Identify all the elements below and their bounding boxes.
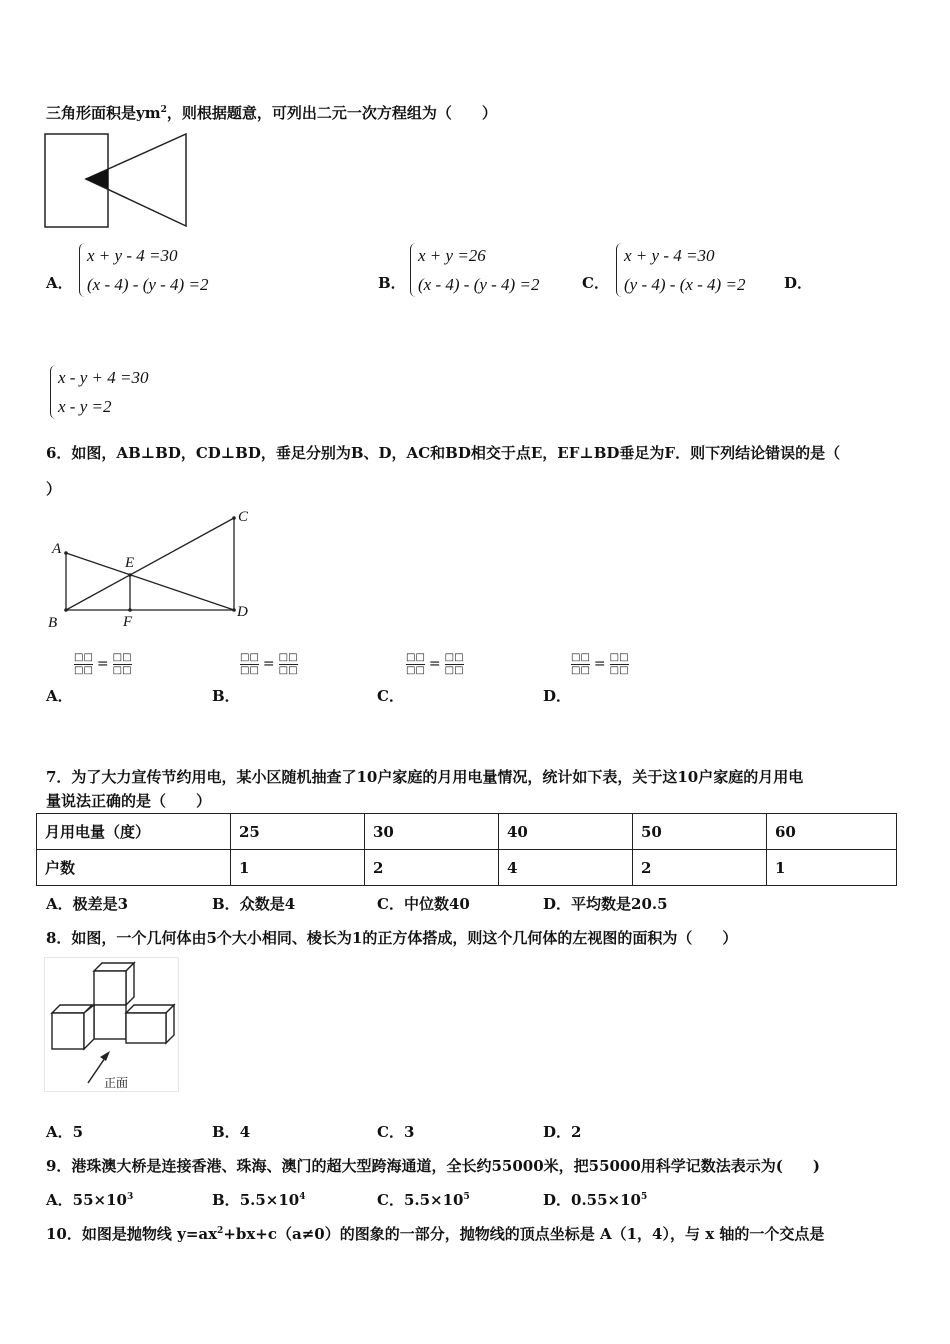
q5-option-a-system: x + y - 4 =30 (x - 4) - (y - 4) =2 [79, 241, 208, 299]
q8-front-label: 正面 [104, 1076, 129, 1090]
q7-option-b: B．众数是4 [212, 895, 296, 913]
q6-option-b-label: B． [212, 687, 240, 705]
q6-option-a-label: A． [46, 687, 73, 705]
q7-option-a: A．极差是3 [46, 895, 129, 913]
q10-stem: 10．如图是抛物线 $y=ax^2+bx+c(a\ne 0)$的图象的一部分，抛物线的顶点坐标是 A（1，4），与 x 轴的一个交点是 [46, 1225, 825, 1243]
table-cell: 1 [767, 850, 897, 886]
table-cell: 30 [365, 814, 499, 850]
q5-option-b-label: B． [378, 274, 406, 292]
q5-option-d-label: D． [784, 274, 813, 292]
q6-option-d-label: D． [543, 687, 572, 705]
q7-option-c: C．中位数40 [377, 895, 470, 913]
q6-label-c: C [238, 509, 249, 525]
q5-option-b-system: x + y =26 (x - 4) - (y - 4) =2 [410, 241, 539, 299]
table-cell: 1 [231, 850, 365, 886]
q5-option-d-system: x - y + 4 =30 x - y =2 [50, 363, 148, 421]
q6-option-a-fraction: □□ □□ = □□ □□ [74, 652, 132, 676]
q6-label-f: F [123, 614, 133, 630]
q9-option-c: C．$5.5\times 10^5$ [377, 1191, 470, 1209]
table-cell: 50 [633, 814, 767, 850]
table-cell: 2 [365, 850, 499, 886]
q8-stem: 8．如图，一个几何体由5个大小相同、棱长为1的正方体搭成，则这个几何体的左视图的面积为（ ） [46, 929, 738, 947]
q6-option-c-fraction: □□ □□ = □□ □□ [406, 652, 464, 676]
q5-option-c-label: C． [582, 274, 609, 292]
table-cell: 40 [499, 814, 633, 850]
q6-label-e: E [125, 555, 135, 571]
q7-table [36, 813, 897, 886]
q5-option-c-system: x + y - 4 =30 (y - 4) - (x - 4) =2 [616, 241, 745, 299]
q6-stem-line2: ） [46, 480, 62, 498]
q9-stem: 9．港珠澳大桥是连接香港、珠海、澳门的超大型跨海通道，全长约55000米，把55000用科学记数法表示为( ) [46, 1157, 821, 1175]
q6-option-c-label: C． [377, 687, 404, 705]
q6-figure [44, 508, 259, 636]
q8-option-a: A．5 [46, 1123, 84, 1141]
table-cell: 4 [499, 850, 633, 886]
table-row [37, 850, 897, 886]
q7-stem-line2: 量说法正确的是（ ） [46, 792, 212, 810]
q8-option-b: B．4 [212, 1123, 251, 1141]
q6-label-a: A [52, 541, 62, 557]
table-cell: 月用电量（度） [37, 814, 231, 850]
table-cell: 2 [633, 850, 767, 886]
q9-option-b: B．$5.5\times 10^4$ [212, 1191, 306, 1209]
q8-option-c: C．3 [377, 1123, 415, 1141]
q5-figure [44, 133, 190, 231]
table-cell: 户数 [37, 850, 231, 886]
table-row [37, 814, 897, 850]
q6-option-d-fraction: □□ □□ = □□ □□ [571, 652, 629, 676]
q6-stem-line1: 6．如图，AB⊥BD，CD⊥BD，垂足分别为B、D，AC和BD相交于点E，EF⊥BD垂足为F．则下列结论错误的是（ [46, 444, 841, 462]
q5-option-a-label: A． [46, 274, 73, 292]
table-cell: 60 [767, 814, 897, 850]
q8-option-d: D．2 [543, 1123, 582, 1141]
q7-stem-line1: 7．为了大力宣传节约用电，某小区随机抽查了10户家庭的月用电量情况，统计如下表，关于这10户家庭的月用电 [46, 768, 804, 786]
q7-option-d: D．平均数是20.5 [543, 895, 668, 913]
q6-option-b-fraction: □□ □□ = □□ □□ [240, 652, 298, 676]
q9-option-a: A．$55\times 10^3$ [46, 1191, 134, 1209]
q5-stem: 三角形面积是$ym^2$，则根据题意，可列出二元一次方程组为（ ） [46, 104, 497, 122]
q6-label-b: B [48, 615, 58, 631]
table-cell: 25 [231, 814, 365, 850]
q9-option-d: D．$0.55\times 10^5$ [543, 1191, 648, 1209]
q8-cube-figure [44, 957, 180, 1093]
q6-label-d: D [237, 604, 248, 620]
